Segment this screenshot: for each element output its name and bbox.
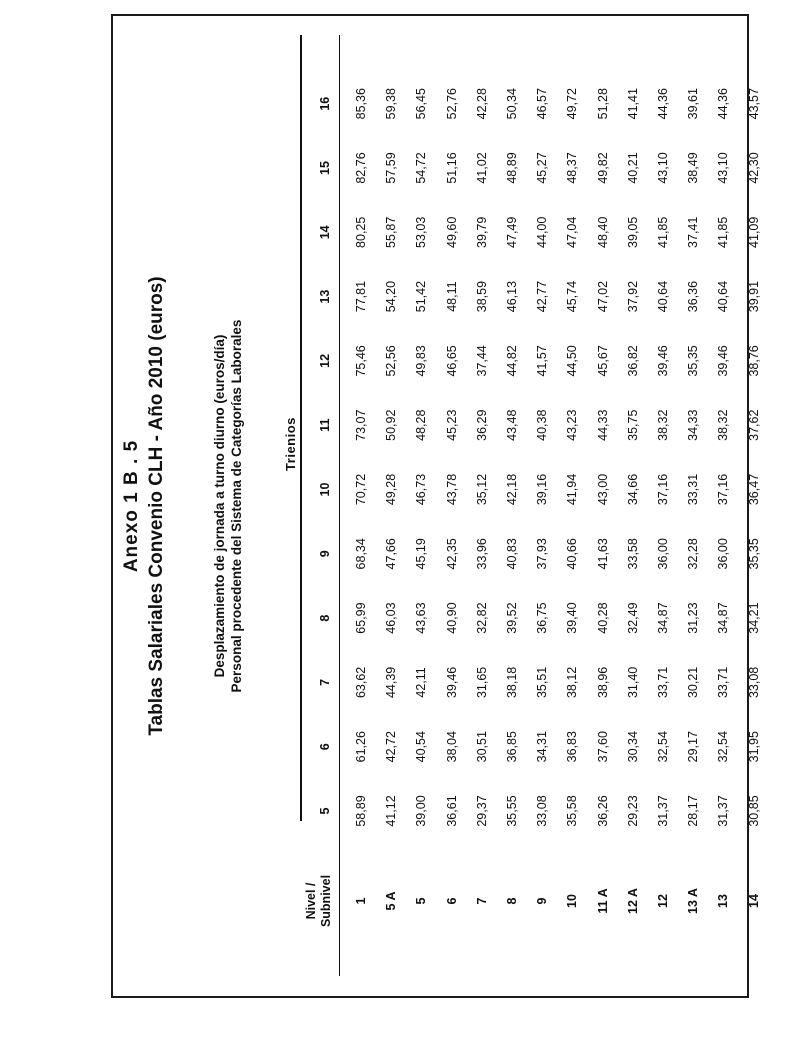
table-cell: 35,55 (505, 795, 519, 827)
table-cell: 42,77 (535, 280, 550, 313)
column-header: 7 (318, 678, 332, 686)
column-header: 15 (318, 161, 332, 175)
table-cell: 49,60 (444, 216, 459, 248)
table-cell: 35,75 (625, 409, 640, 441)
table-cell: 46,57 (535, 88, 550, 120)
row-label: 10 (565, 894, 580, 908)
table-cell: 33,58 (625, 538, 640, 570)
table-cell: 43,48 (505, 409, 519, 441)
table-cell: 48,28 (414, 409, 429, 441)
header-rule-bottom (339, 35, 340, 976)
table-cell: 30,34 (625, 731, 640, 763)
table-cell: 47,66 (384, 538, 399, 570)
table-cell: 30,85 (746, 795, 761, 827)
table-cell: 52,76 (444, 88, 459, 120)
row-label: 5 A (384, 891, 399, 911)
row-label: 6 (444, 897, 459, 905)
rotated-content (113, 16, 761, 996)
table-cell: 68,34 (354, 538, 368, 570)
table-cell: 44,36 (656, 88, 670, 120)
table-cell: 41,02 (474, 152, 489, 184)
table-cell: 32,28 (686, 538, 701, 570)
table-cell: 40,64 (656, 280, 670, 313)
table-cell: 36,83 (565, 731, 580, 763)
table-cell: 42,18 (505, 473, 519, 506)
document-page (111, 14, 761, 998)
row-label: 1 (354, 897, 368, 905)
table-cell: 36,00 (716, 538, 731, 570)
row-label: 12 A (625, 888, 640, 914)
table-cell: 38,18 (505, 666, 519, 699)
table-cell: 46,03 (384, 602, 399, 634)
table-cell: 40,28 (595, 602, 610, 634)
table-cell: 34,87 (716, 602, 731, 634)
table-cell: 41,85 (656, 216, 670, 248)
table-cell: 70,72 (354, 473, 368, 506)
table-cell: 33,08 (535, 795, 550, 827)
table-cell: 33,71 (716, 666, 731, 699)
table-cell: 45,23 (444, 409, 459, 441)
row-label: 5 (414, 897, 429, 905)
table-cell: 58,89 (354, 795, 368, 827)
table-cell: 32,49 (625, 602, 640, 634)
table-cell: 47,02 (595, 280, 610, 313)
table-cell: 31,40 (625, 666, 640, 699)
table-cell: 44,00 (535, 216, 550, 248)
row-header (304, 861, 334, 941)
table-cell: 37,44 (474, 345, 489, 377)
table-cell: 43,63 (414, 602, 429, 634)
table-cell: 40,83 (505, 538, 519, 570)
table-cell: 36,00 (656, 538, 670, 570)
table-cell: 28,17 (686, 795, 701, 827)
row-label: 9 (535, 897, 550, 905)
table-cell: 41,41 (625, 88, 640, 120)
row-header-line1: Nivel / (304, 882, 318, 920)
table-cell: 39,46 (716, 345, 731, 377)
table-cell: 35,12 (474, 473, 489, 506)
table-cell: 44,33 (595, 409, 610, 441)
table-cell: 42,72 (384, 731, 399, 763)
table-cell: 49,72 (565, 88, 580, 120)
table-cell: 42,11 (414, 667, 429, 698)
table-cell: 54,72 (414, 152, 429, 184)
table-cell: 77,81 (354, 280, 368, 313)
row-label: 7 (474, 897, 489, 905)
column-header: 9 (318, 550, 332, 558)
table-cell: 41,12 (384, 795, 399, 827)
table-cell: 51,28 (595, 88, 610, 120)
table-cell: 37,16 (716, 473, 731, 506)
trienios-group-header: Trienios (283, 417, 298, 471)
table-cell: 45,19 (414, 538, 429, 570)
table-cell: 32,54 (656, 731, 670, 763)
table-cell: 38,32 (656, 409, 670, 441)
table-cell: 34,66 (625, 473, 640, 506)
table-cell: 54,20 (384, 280, 399, 313)
table-cell: 31,37 (716, 795, 731, 827)
row-label: 14 (746, 894, 761, 908)
table-cell: 46,65 (444, 345, 459, 377)
table-cell: 31,23 (686, 602, 701, 634)
table-cell: 39,00 (414, 795, 429, 827)
table-cell: 75,46 (354, 345, 368, 377)
table-cell: 33,08 (746, 666, 761, 699)
table-cell: 36,61 (444, 795, 459, 827)
table-cell: 40,54 (414, 731, 429, 763)
column-header: 16 (318, 96, 332, 111)
table-cell: 39,46 (656, 345, 670, 377)
table-cell: 46,13 (505, 280, 519, 313)
table-description: Desplazamiento de jornada a turno diurno (euros/día) (212, 334, 227, 678)
table-cell: 44,50 (565, 345, 580, 377)
table-cell: 44,36 (716, 88, 731, 120)
table-cell: 36,47 (746, 473, 761, 506)
row-label: 12 (656, 894, 670, 908)
table-cell: 43,10 (716, 152, 731, 184)
table-cell: 34,31 (535, 731, 550, 763)
table-cell: 59,38 (384, 88, 399, 120)
table-cell: 48,40 (595, 216, 610, 248)
table-cell: 37,62 (746, 409, 761, 441)
table-cell: 37,92 (625, 280, 640, 313)
table-cell: 33,71 (656, 666, 670, 699)
column-header: 14 (318, 225, 332, 240)
table-cell: 37,60 (595, 731, 610, 763)
document-title: Anexo 1 B . 5 (121, 439, 142, 573)
column-header: 10 (318, 482, 332, 497)
table-cell: 31,37 (656, 795, 670, 827)
table-cell: 49,28 (384, 473, 399, 506)
table-cell: 40,38 (535, 409, 550, 441)
table-cell: 47,49 (505, 216, 519, 248)
table-cell: 40,66 (565, 538, 580, 570)
table-cell: 48,37 (565, 152, 580, 184)
table-cell: 43,57 (746, 88, 761, 120)
table-cell: 34,21 (746, 602, 761, 634)
row-label: 13 (716, 894, 731, 908)
table-cell: 35,35 (686, 345, 701, 377)
table-cell: 36,85 (505, 731, 519, 763)
table-cell: 85,36 (354, 88, 368, 120)
table-cell: 38,12 (565, 666, 580, 699)
column-header: 11 (318, 418, 332, 432)
table-cell: 33,96 (474, 538, 489, 570)
table-cell: 31,65 (474, 666, 489, 699)
table-cell: 65,99 (354, 602, 368, 634)
table-cell: 41,09 (746, 216, 761, 248)
table-cell: 45,74 (565, 280, 580, 313)
table-cell: 44,82 (505, 345, 519, 377)
table-cell: 39,52 (505, 602, 519, 634)
table-cell: 38,49 (686, 152, 701, 184)
table-cell: 40,64 (716, 280, 731, 313)
table-cell: 55,87 (384, 216, 399, 248)
table-cell: 73,07 (354, 409, 368, 441)
table-cell: 38,76 (746, 345, 761, 377)
table-cell: 43,23 (565, 409, 580, 441)
table-cell: 43,00 (595, 473, 610, 506)
table-cell: 43,10 (656, 152, 670, 184)
table-cell: 31,95 (746, 731, 761, 763)
table-cell: 52,56 (384, 345, 399, 377)
table-cell: 63,62 (354, 666, 368, 699)
table-cell: 41,85 (716, 216, 731, 248)
table-cell: 50,34 (505, 88, 519, 120)
table-cell: 56,45 (414, 88, 429, 120)
table-cell: 51,16 (444, 152, 459, 184)
table-cell: 48,11 (444, 281, 459, 312)
table-cell: 50,92 (384, 409, 399, 441)
table-cell: 42,28 (474, 88, 489, 120)
table-cell: 34,33 (686, 409, 701, 441)
table-cell: 44,39 (384, 666, 399, 699)
table-cell: 35,51 (535, 666, 550, 699)
table-cell: 39,05 (625, 216, 640, 248)
table-cell: 29,37 (474, 795, 489, 827)
table-cell: 35,58 (565, 795, 580, 827)
table-cell: 36,75 (535, 602, 550, 634)
table-cell: 36,36 (686, 280, 701, 313)
table-cell: 45,67 (595, 345, 610, 377)
table-cell: 37,16 (656, 473, 670, 506)
table-cell: 38,59 (474, 280, 489, 313)
table-cell: 51,42 (414, 280, 429, 313)
table-cell: 46,73 (414, 473, 429, 506)
column-header: 5 (318, 807, 332, 815)
table-cell: 29,23 (625, 795, 640, 827)
table-cell: 38,04 (444, 731, 459, 763)
table-cell: 37,41 (686, 216, 701, 248)
row-label: 11 A (595, 888, 610, 914)
table-cell: 37,93 (535, 538, 550, 570)
table-cell: 57,59 (384, 152, 399, 184)
table-cell: 36,82 (625, 345, 640, 377)
column-header: 8 (318, 614, 332, 622)
table-cell: 39,16 (535, 473, 550, 506)
table-cell: 35,35 (746, 538, 761, 570)
table-cell: 33,31 (686, 473, 701, 506)
table-cell: 39,61 (686, 88, 701, 120)
table-cell: 41,94 (565, 473, 580, 506)
table-cell: 43,78 (444, 473, 459, 506)
table-cell: 41,63 (595, 538, 610, 570)
table-cell: 42,35 (444, 538, 459, 570)
column-header: 13 (318, 289, 332, 304)
row-label: 8 (505, 897, 519, 905)
table-cell: 30,21 (686, 666, 701, 699)
table-cell: 53,03 (414, 216, 429, 248)
header-rule-top (300, 35, 302, 821)
table-cell: 39,46 (444, 666, 459, 699)
table-cell: 40,90 (444, 602, 459, 634)
table-cell: 39,40 (565, 602, 580, 634)
table-personnel-note: Personal procedente del Sistema de Categorías Laborales (229, 319, 244, 693)
table-cell: 61,26 (354, 731, 368, 763)
table-cell: 48,89 (505, 152, 519, 184)
table-cell: 32,54 (716, 731, 731, 763)
table-cell: 80,25 (354, 216, 368, 248)
table-cell: 49,82 (595, 152, 610, 184)
table-cell: 34,87 (656, 602, 670, 634)
table-cell: 40,21 (625, 152, 640, 184)
table-cell: 42,30 (746, 152, 761, 184)
table-cell: 45,27 (535, 152, 550, 184)
table-cell: 36,29 (474, 409, 489, 441)
table-cell: 29,17 (686, 731, 701, 763)
row-header-line2: Subnivel (319, 874, 333, 928)
table-cell: 38,96 (595, 666, 610, 699)
table-cell: 36,26 (595, 795, 610, 827)
table-cell: 39,79 (474, 216, 489, 248)
table-cell: 38,32 (716, 409, 731, 441)
column-header: 12 (318, 353, 332, 368)
table-cell: 41,57 (535, 345, 550, 377)
column-header: 6 (318, 743, 332, 751)
table-cell: 30,51 (474, 731, 489, 763)
row-label: 13 A (686, 888, 701, 914)
table-cell: 39,91 (746, 280, 761, 313)
document-subtitle: Tablas Salariales Convenio CLH - Año 2010 (euros) (146, 276, 167, 736)
table-cell: 32,82 (474, 602, 489, 634)
table-cell: 49,83 (414, 345, 429, 377)
table-cell: 82,76 (354, 152, 368, 184)
table-cell: 47,04 (565, 216, 580, 248)
